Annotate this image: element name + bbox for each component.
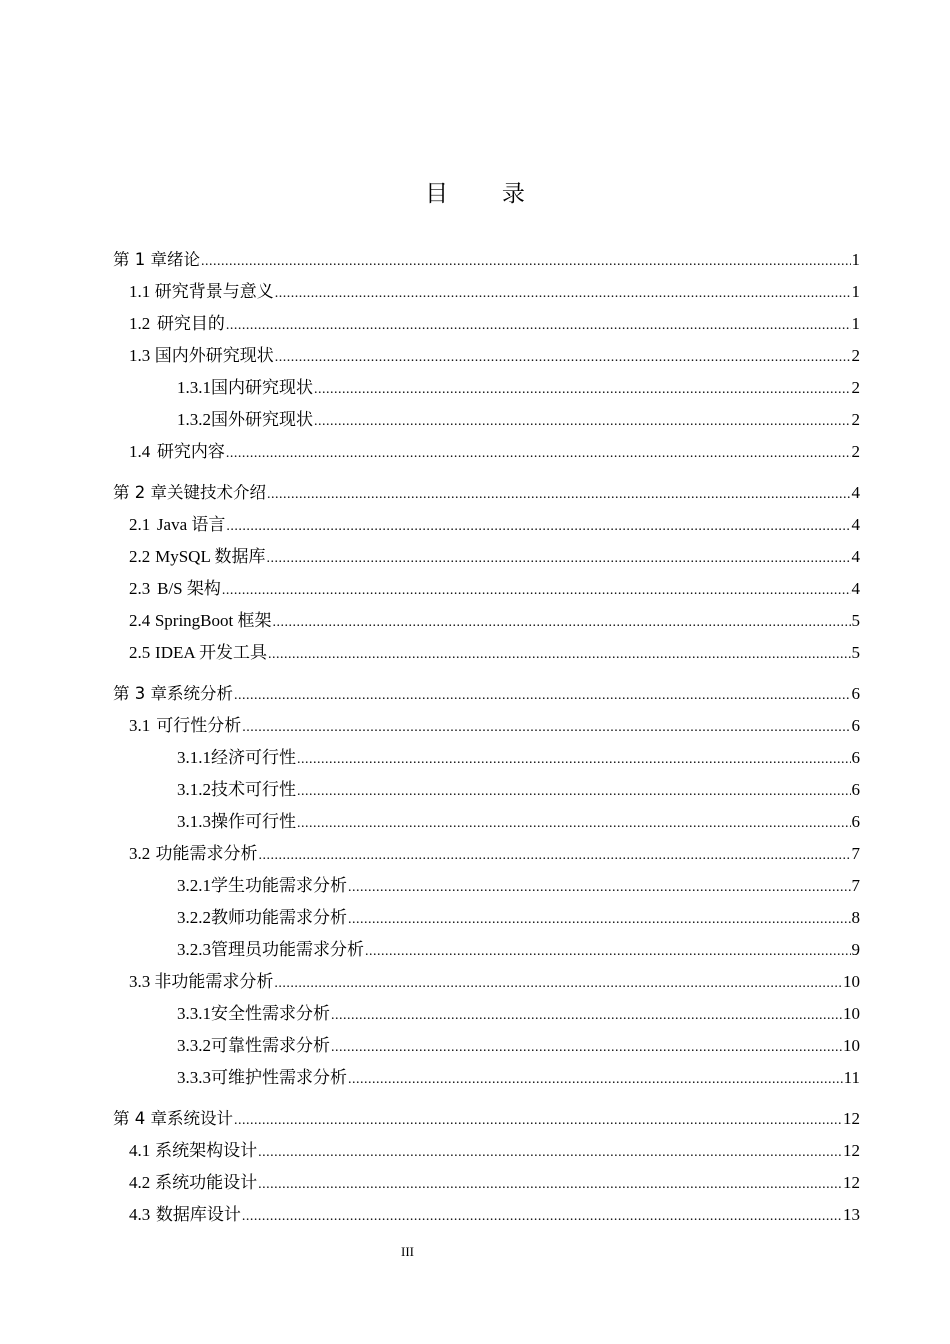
toc-entry-title: 管理员功能需求分析 [211, 940, 364, 959]
toc-dot-leader [201, 246, 851, 278]
toc-entry-number: 3.2.3 [177, 940, 211, 959]
toc-entry-title: 研究内容 [156, 442, 225, 461]
toc-entry-title: 国内外研究现状 [154, 346, 274, 365]
toc-section-entry[interactable] [113, 308, 860, 340]
toc-section-entry[interactable] [113, 1030, 860, 1062]
toc-entry-number: 3.2 [129, 844, 151, 863]
toc-entry-number: 1.1 [129, 282, 151, 301]
toc-entry-number: 4.3 [129, 1205, 151, 1224]
toc-dot-leader [242, 712, 850, 744]
toc-dot-leader [297, 808, 851, 840]
toc-entry-page: 7 [851, 876, 860, 895]
toc-entry-number: 2.3 [129, 579, 151, 598]
toc-entry-title: 绪论 [167, 250, 200, 269]
toc-section-entry[interactable] [113, 276, 860, 308]
toc-entry-number: 1.3.1 [177, 378, 211, 397]
toc-section-entry[interactable] [113, 509, 860, 541]
toc-entry-title: SpringBoot 框架 [154, 611, 272, 630]
toc-entry-title: 非功能需求分析 [154, 972, 274, 991]
toc-section-entry[interactable] [113, 934, 860, 966]
toc-entry-number: 3.1.2 [177, 780, 211, 799]
toc-section-entry[interactable] [113, 838, 860, 870]
toc-section-entry[interactable] [113, 1167, 860, 1199]
toc-chapter-entry[interactable] [113, 678, 860, 710]
toc-entry-title: B/S 架构 [157, 579, 221, 598]
toc-entry-number: 3.2.2 [177, 908, 211, 927]
toc-entry-page: 12 [843, 1109, 860, 1128]
toc-section-entry[interactable] [113, 605, 860, 637]
toc-entry-page: 7 [851, 844, 860, 863]
toc-entry-page: 12 [843, 1173, 860, 1192]
toc-entry-title: 功能需求分析 [155, 844, 258, 863]
toc-dot-leader [234, 1105, 842, 1137]
toc-entry-number: 2.5 [129, 643, 151, 662]
toc-dot-leader [348, 904, 851, 936]
toc-section-entry[interactable] [113, 870, 860, 902]
toc-entry-page: 9 [851, 940, 860, 959]
toc-entry-title: 可维护性需求分析 [211, 1068, 347, 1087]
toc-dot-leader [258, 1169, 842, 1201]
toc-dot-leader [258, 1137, 842, 1169]
toc-section-entry[interactable] [113, 742, 860, 774]
toc-entry-number: 3.1.3 [177, 812, 211, 831]
toc-entry-title: 系统功能设计 [155, 1173, 258, 1192]
toc-dot-leader [258, 840, 850, 872]
toc-entry-page: 6 [851, 716, 860, 735]
toc-entry-title: 研究背景与意义 [154, 282, 274, 301]
toc-entry-page: 2 [851, 346, 860, 365]
toc-entry-number: 4.1 [129, 1141, 151, 1160]
toc-entry-title: 国外研究现状 [211, 410, 313, 429]
toc-entry-page: 5 [851, 643, 860, 662]
toc-entry-page: 2 [851, 442, 860, 461]
toc-entry-title: 系统架构设计 [155, 1141, 258, 1160]
toc-entry-page: 4 [851, 547, 860, 566]
toc-entry-title: 国内研究现状 [211, 378, 313, 397]
toc-entry-number: 第 2 章 [113, 483, 167, 502]
toc-entry-page: 4 [851, 515, 860, 534]
toc-dot-leader [222, 575, 851, 607]
toc-entry-page: 11 [843, 1068, 860, 1087]
toc-dot-leader [226, 438, 851, 470]
toc-dot-leader [242, 1201, 842, 1233]
toc-entry-title: 可行性分析 [156, 716, 242, 735]
toc-entry-page: 1 [851, 314, 860, 333]
toc-entry-page: 4 [851, 579, 860, 598]
toc-entry-title: 数据库设计 [155, 1205, 241, 1224]
toc-section-entry[interactable] [113, 1199, 860, 1231]
toc-entry-number: 第 3 章 [113, 684, 167, 703]
toc-entry-number: 3.1.1 [177, 748, 211, 767]
table-of-contents [113, 244, 860, 1231]
toc-entry-page: 6 [851, 780, 860, 799]
toc-entry-page: 1 [851, 282, 860, 301]
toc-dot-leader [275, 342, 851, 374]
toc-entry-number: 3.1 [129, 716, 151, 735]
toc-entry-page: 12 [843, 1141, 860, 1160]
toc-section-entry[interactable] [113, 404, 860, 436]
toc-entry-title: 可靠性需求分析 [211, 1036, 330, 1055]
toc-entry-page: 4 [851, 483, 860, 502]
toc-entry-number: 第 1 章 [113, 250, 167, 269]
toc-entry-page: 5 [851, 611, 860, 630]
toc-entry-title: 研究目的 [156, 314, 225, 333]
toc-entry-title: 系统设计 [167, 1109, 233, 1128]
toc-dot-leader [273, 607, 851, 639]
toc-section-entry[interactable] [113, 966, 860, 998]
toc-dot-leader [297, 744, 851, 776]
toc-entry-page: 2 [851, 378, 860, 397]
toc-section-entry[interactable] [113, 774, 860, 806]
toc-entry-number: 3.3.2 [177, 1036, 211, 1055]
toc-entry-number: 3.2.1 [177, 876, 211, 895]
toc-dot-leader [314, 374, 851, 406]
toc-entry-number: 2.2 [129, 547, 151, 566]
toc-chapter-entry[interactable] [113, 477, 860, 509]
toc-entry-page: 1 [851, 250, 860, 269]
toc-chapter-entry[interactable] [113, 1103, 860, 1135]
toc-section-entry[interactable] [113, 1062, 860, 1094]
toc-section-entry[interactable] [113, 541, 860, 573]
toc-dot-leader [234, 680, 851, 712]
toc-entry-page: 13 [843, 1205, 860, 1224]
toc-dot-leader [314, 406, 851, 438]
toc-entry-page: 6 [851, 748, 860, 767]
toc-dot-leader [275, 278, 851, 310]
toc-dot-leader [267, 479, 851, 511]
toc-dot-leader [365, 936, 851, 968]
toc-entry-number: 1.3.2 [177, 410, 211, 429]
toc-entry-page: 10 [843, 972, 860, 991]
toc-entry-number: 3.3.3 [177, 1068, 211, 1087]
toc-dot-leader [226, 511, 850, 543]
toc-section-entry[interactable] [113, 806, 860, 838]
toc-entry-page: 6 [851, 684, 860, 703]
toc-entry-number: 4.2 [129, 1173, 151, 1192]
toc-dot-leader [266, 543, 850, 575]
toc-entry-page: 8 [851, 908, 860, 927]
toc-entry-title: 学生功能需求分析 [211, 876, 347, 895]
toc-entry-title: IDEA 开发工具 [155, 643, 267, 662]
toc-entry-number: 2.4 [129, 611, 151, 630]
toc-dot-leader [348, 872, 851, 904]
page-number: III [401, 1244, 414, 1259]
toc-dot-leader [331, 1000, 842, 1032]
toc-entry-number: 1.3 [129, 346, 151, 365]
toc-entry-title: Java 语言 [156, 515, 226, 534]
toc-dot-leader [226, 310, 851, 342]
toc-entry-title: 系统分析 [167, 684, 233, 703]
toc-entry-page: 10 [843, 1004, 860, 1023]
toc-section-entry[interactable] [113, 710, 860, 742]
toc-section-entry[interactable] [113, 436, 860, 468]
toc-dot-leader [297, 776, 851, 808]
toc-entry-page: 6 [851, 812, 860, 831]
toc-entry-title: MySQL 数据库 [155, 547, 266, 566]
toc-entry-title: 安全性需求分析 [211, 1004, 330, 1023]
toc-section-entry[interactable] [113, 573, 860, 605]
toc-section-entry[interactable] [113, 372, 860, 404]
toc-entry-number: 3.3.1 [177, 1004, 211, 1023]
toc-entry-number: 2.1 [129, 515, 151, 534]
toc-entry-page: 10 [843, 1036, 860, 1055]
toc-entry-number: 1.2 [129, 314, 151, 333]
toc-entry-title: 操作可行性 [211, 812, 296, 831]
toc-entry-title: 经济可行性 [211, 748, 296, 767]
toc-dot-leader [348, 1064, 843, 1096]
toc-dot-leader [268, 639, 851, 671]
toc-entry-page: 2 [851, 410, 860, 429]
toc-entry-title: 关键技术介绍 [167, 483, 266, 502]
toc-section-entry[interactable] [113, 637, 860, 669]
toc-section-entry[interactable] [113, 998, 860, 1030]
toc-entry-title: 技术可行性 [211, 780, 296, 799]
toc-dot-leader [331, 1032, 842, 1064]
toc-entry-number: 第 4 章 [113, 1109, 167, 1128]
toc-entry-number: 1.4 [129, 442, 151, 461]
page-title: 目 录 [425, 181, 549, 206]
toc-section-entry[interactable] [113, 1135, 860, 1167]
toc-section-entry[interactable] [113, 340, 860, 372]
toc-chapter-entry[interactable] [113, 244, 860, 276]
toc-section-entry[interactable] [113, 902, 860, 934]
toc-dot-leader [274, 968, 842, 1000]
toc-entry-title: 教师功能需求分析 [211, 908, 347, 927]
toc-entry-number: 3.3 [129, 972, 151, 991]
